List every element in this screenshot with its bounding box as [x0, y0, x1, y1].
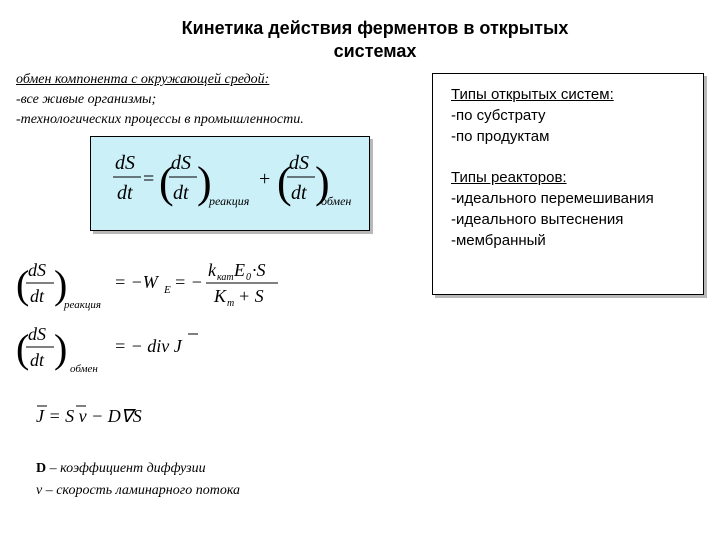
svg-text:dS: dS	[289, 152, 309, 174]
svg-text:(: (	[16, 262, 30, 307]
svg-text:реакция: реакция	[64, 299, 101, 311]
balance-formula-box	[90, 136, 370, 231]
svg-text:= −W: = −W	[114, 272, 158, 292]
svg-text:dS: dS	[171, 152, 191, 174]
svg-text:реакция: реакция	[209, 194, 250, 208]
svg-text:J = S v − D∇S: J = S v − D∇S	[36, 406, 142, 426]
svg-text:dS: dS	[28, 260, 46, 280]
intro-line-3: -технологических процессы в промышленности.	[16, 112, 304, 127]
reactors-item: -мембранный	[451, 232, 546, 249]
systems-item: -по субстрату	[451, 107, 546, 124]
footnote-velocity: v – скорость ламинарного потока	[36, 483, 241, 498]
svg-text:): )	[54, 326, 68, 371]
svg-text:=: =	[143, 168, 155, 190]
svg-text:обмен: обмен	[70, 363, 98, 375]
svg-text:): )	[54, 262, 68, 307]
reaction-rate-formula	[16, 258, 316, 318]
svg-text:m: m	[227, 298, 235, 309]
intro-text	[16, 70, 416, 130]
systems-item: -по продуктам	[451, 128, 550, 145]
systems-heading: Типы открытых систем:	[451, 86, 614, 103]
balance-formula	[91, 137, 371, 232]
flux-formula	[36, 398, 236, 432]
svg-text:+: +	[259, 168, 271, 190]
reactors-item: -идеального перемешивания	[451, 190, 654, 207]
svg-text:кат: кат	[217, 272, 234, 283]
svg-text:·S: ·S	[252, 260, 266, 280]
svg-text:+ S: + S	[238, 286, 264, 306]
svg-text:обмен: обмен	[321, 194, 352, 208]
svg-text:0: 0	[246, 272, 251, 283]
svg-text:(: (	[159, 158, 174, 207]
svg-text:(: (	[16, 326, 30, 371]
svg-text:E: E	[234, 260, 245, 280]
svg-text:dS: dS	[115, 152, 135, 174]
svg-text:dt: dt	[117, 182, 133, 204]
open-systems-panel	[432, 73, 704, 295]
svg-text:= − div J: = − div J	[114, 336, 182, 356]
reactors-heading: Типы реакторов:	[451, 169, 567, 186]
page-title: Кинетика действия ферментов в открытых системах	[181, 18, 569, 61]
intro-line-1: обмен компонента с окружающей средой:	[16, 72, 270, 87]
exchange-formula	[16, 322, 236, 382]
svg-text:E: E	[164, 284, 171, 296]
svg-text:): )	[315, 158, 330, 207]
reactors-item: -идеального вытеснения	[451, 211, 624, 228]
svg-text:dt: dt	[30, 286, 45, 306]
footnotes	[36, 458, 436, 502]
svg-text:= −: = −	[174, 272, 203, 292]
footnote-diffusion: D – коэффициент диффузии	[36, 461, 206, 476]
svg-text:k: k	[208, 260, 216, 280]
svg-text:dt: dt	[173, 182, 189, 204]
svg-text:dt: dt	[291, 182, 307, 204]
svg-text:dt: dt	[30, 350, 45, 370]
svg-text:dS: dS	[28, 324, 46, 344]
svg-text:): )	[197, 158, 212, 207]
intro-line-2: -все живые организмы;	[16, 92, 157, 107]
svg-text:K: K	[214, 286, 227, 306]
svg-text:(: (	[277, 158, 292, 207]
